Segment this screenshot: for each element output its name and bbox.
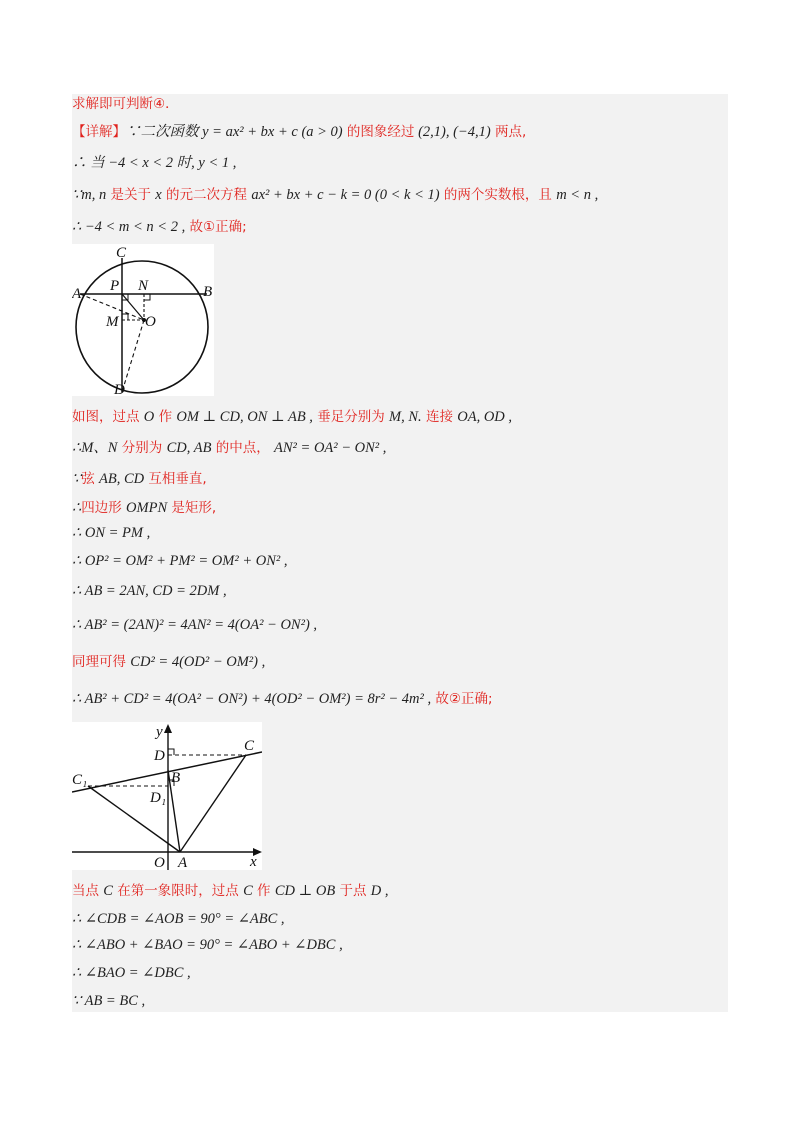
line-2: 【详解】∵二次函数 y = ax² + bx + c (a > 0) 的图象经过 (2,1), (−4,1) 两点,	[72, 124, 527, 140]
label-O: O	[145, 314, 156, 330]
line-8: ∵弦 AB, CD 互相垂直,	[72, 471, 207, 487]
label-A: A	[72, 286, 82, 302]
line-10: ∴ ON = PM ,	[72, 525, 151, 541]
coordinate-figure	[72, 722, 262, 870]
line-11: ∴ OP² = OM² + PM² = OM² + ON² ,	[72, 553, 288, 569]
line-9: ∴四边形 OMPN 是矩形,	[72, 500, 217, 516]
line-15: ∴ AB² + CD² = 4(OA² − ON²) + 4(OD² − OM²) = 8r² − 4m² , 故②正确;	[72, 691, 493, 707]
label-A: A	[178, 855, 188, 870]
label-D1: D₁	[150, 790, 167, 806]
line-18: ∴ ∠ABO + ∠BAO = 90° = ∠ABO + ∠DBC ,	[72, 937, 343, 953]
label-M: M	[106, 314, 119, 330]
line-13: ∴ AB² = (2AN)² = 4AN² = 4(OA² − ON²) ,	[72, 617, 318, 633]
line-19: ∴ ∠BAO = ∠DBC ,	[72, 965, 191, 981]
label-B: B	[203, 284, 213, 300]
line-17: ∴ ∠CDB = ∠AOB = 90° = ∠ABC ,	[72, 911, 285, 927]
line-1: 求解即可判断④．	[72, 96, 179, 112]
label-y: y	[156, 724, 163, 740]
label-C: C	[116, 245, 127, 261]
label-x: x	[250, 854, 257, 870]
line-3: ∴ 当 −4 < x < 2 时, y < 1 ,	[72, 155, 237, 171]
label-N: N	[138, 278, 149, 294]
circle-figure	[72, 244, 214, 396]
label-D: D	[114, 382, 125, 396]
line-12: ∴ AB = 2AN, CD = 2DM ,	[72, 583, 227, 599]
line-14: 同理可得 CD² = 4(OD² − OM²) ,	[72, 654, 266, 670]
label-P: P	[110, 278, 120, 294]
line-5: ∴ −4 < m < n < 2 , 故①正确;	[72, 219, 247, 235]
line-7: ∴M、N 分别为 CD, AB 的中点， AN² = OA² − ON² ,	[72, 440, 387, 456]
label-D: D	[154, 748, 165, 764]
line-6: 如图，过点 O 作 OM ⊥ CD, ON ⊥ AB , 垂足分别为 M, N. 连接 OA, OD ,	[72, 409, 513, 425]
line-16: 当点 C 在第一象限时，过点 C 作 CD ⊥ OB 于点 D ,	[72, 883, 389, 899]
line-20: ∵ AB = BC ,	[72, 993, 146, 1009]
label-B: B	[171, 770, 181, 786]
line-4: ∵m, n 是关于 x 的元二次方程 ax² + bx + c − k = 0 (0 < k < 1) 的两个实数根，且 m < n ,	[72, 187, 599, 203]
label-C: C	[244, 738, 255, 754]
label-O: O	[154, 855, 165, 870]
label-C1: C₁	[72, 772, 88, 788]
